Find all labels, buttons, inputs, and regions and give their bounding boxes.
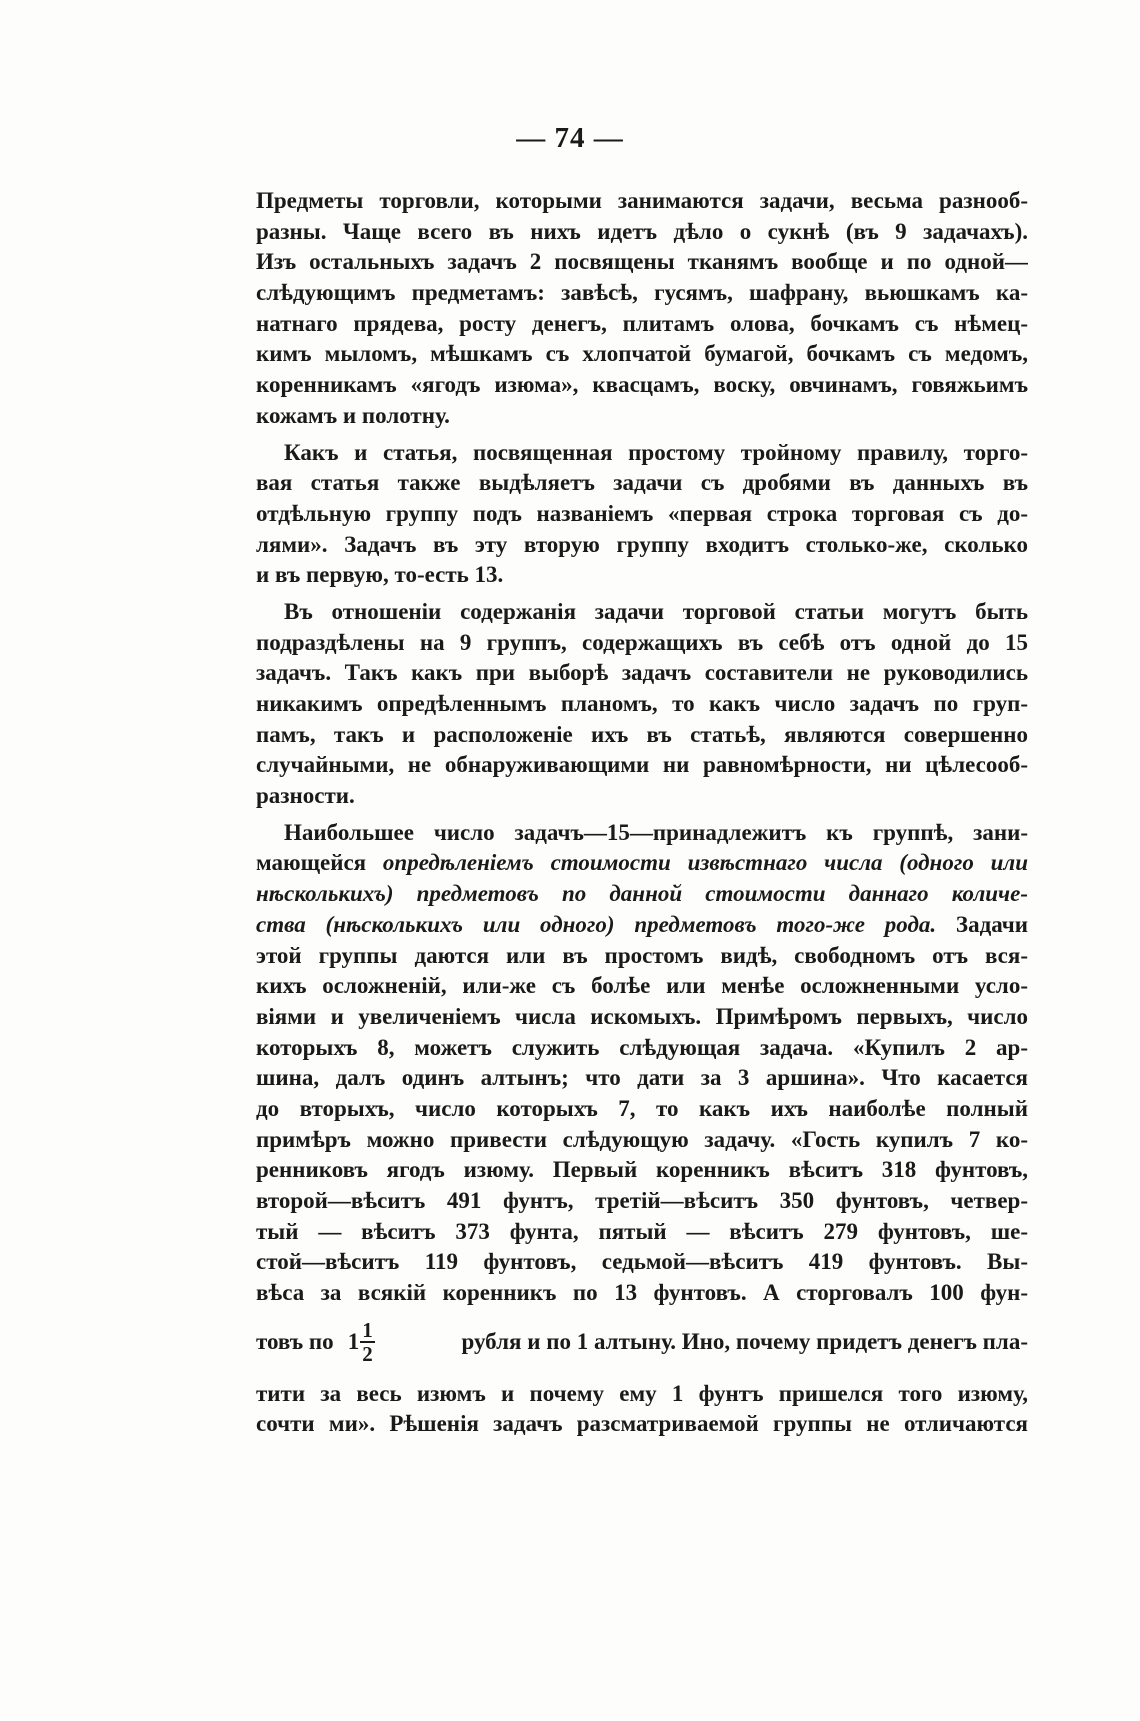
text-line: вая статья также выдѣляетъ задачи съ дробями въ данныхъ въ [256, 470, 1028, 496]
text-line: кихъ осложненій, или-же съ болѣе или менѣе осложненными усло- [256, 973, 1028, 999]
text-line: тый — вѣситъ 373 фунта, пятый — вѣситъ 279 фунтовъ, ше- [256, 1218, 1028, 1244]
fraction-numerator: 1 [362, 1317, 373, 1342]
paragraph-2 [256, 438, 1028, 591]
text-line: случайными, не обнаруживающими ни равномѣрности, ни цѣлесооб- [256, 752, 1028, 778]
text-line: задачъ. Такъ какъ при выборѣ задачъ составители не руководились [256, 660, 1028, 686]
text-line: этой группы даются или въ простомъ видѣ, свободномъ отъ вся- [256, 942, 1028, 968]
fraction-line-prefix: товъ по [256, 1328, 334, 1354]
text-line: разности. [256, 783, 355, 809]
text-line: Изъ остальныхъ задачъ 2 посвящены тканямъ вообще и по одной— [256, 249, 1028, 275]
text-line: ства (нѣсколькихъ или одного) предметовъ того-же рода. Задачи [256, 911, 1028, 937]
text-line: до вторыхъ, число которыхъ 7, то какъ ихъ наиболѣе полный [256, 1095, 1028, 1121]
fraction-line [256, 1311, 1028, 1373]
text-line: никакимъ опредѣленнымъ планомъ, то какъ число задачъ по груп- [256, 691, 1028, 716]
text-line: которыхъ 8, можетъ служить слѣдующая задача. «Купилъ 2 ар- [256, 1034, 1028, 1060]
paragraph-1 [256, 186, 1028, 432]
fraction-part [360, 1319, 375, 1365]
text-line: сочти ми». Рѣшенія задачъ разсматриваемой группы не отличаются [256, 1411, 1028, 1437]
paragraph-3 [256, 597, 1028, 812]
mixed-fraction [256, 1319, 375, 1365]
text-line: Наибольшее число задачъ—15—принадлежитъ къ группѣ, зани- [284, 819, 1028, 845]
text-line: ренниковъ ягодъ изюму. Первый коренникъ вѣситъ 318 фунтовъ, [256, 1157, 1028, 1183]
fraction-denominator: 2 [362, 1341, 373, 1366]
fraction-line-suffix: рубля и по 1 алтыну. Ино, почему придетъ денегъ пла- [461, 1328, 1028, 1354]
text-line: памъ, такъ и расположеніе ихъ въ статьѣ, являются совершенно [256, 721, 1028, 747]
text-line: шина, далъ одинъ алтынъ; что дати за 3 аршина». Что касается [256, 1065, 1028, 1091]
text-line: вѣса за всякій коренникъ по 13 фунтовъ. А сторговалъ 100 фун- [256, 1280, 1028, 1306]
text-line: разны. Чаще всего въ нихъ идетъ дѣло о сукнѣ (въ 9 задачахъ). [256, 218, 1028, 244]
text-line: коренникамъ «ягодъ изюма», квасцамъ, воску, овчинамъ, говяжьимъ [256, 372, 1028, 398]
text-line: и въ первую, то-есть 13. [256, 562, 504, 588]
page-number: — 74 — [516, 122, 624, 154]
text-line: отдѣльную группу подъ названіемъ «первая строка торговая съ до- [256, 500, 1028, 526]
text-line: Въ отношеніи содержанія задачи торговой статьи могутъ быть [284, 598, 1028, 624]
text-line: лями». Задачъ въ эту вторую группу входитъ столько-же, сколько [256, 531, 1028, 557]
text-line: второй—вѣситъ 491 фунтъ, третій—вѣситъ 350 фунтовъ, четвер- [256, 1188, 1028, 1213]
text-line: віями и увеличеніемъ числа искомыхъ. Примѣромъ первыхъ, число [256, 1003, 1028, 1029]
text-line: подраздѣлены на 9 группъ, содержащихъ въ себѣ отъ одной до 15 [256, 629, 1028, 655]
text-line: тити за весь изюмъ и почему ему 1 фунтъ пришелся того изюму, [256, 1380, 1028, 1406]
text-line: слѣдующимъ предметамъ: завѣсѣ, гусямъ, шафрану, вьюшкамъ ка- [256, 280, 1028, 306]
text-line: стой—вѣситъ 119 фунтовъ, седьмой—вѣситъ 419 фунтовъ. Вы- [256, 1249, 1028, 1275]
text-line: Предметы торговли, которыми занимаются задачи, весьма разнооб- [256, 188, 1028, 213]
text-line: Какъ и статья, посвященная простому тройному правилу, торго- [284, 439, 1028, 465]
text-line: натнаго прядева, росту денегъ, плитамъ олова, бочкамъ съ нѣмец- [256, 310, 1028, 336]
body-text [256, 186, 1028, 1446]
text-line: нѣсколькихъ) предметовъ по данной стоимости даннаго количе- [256, 881, 1028, 907]
paragraph-4 [256, 818, 1028, 1440]
fraction-whole: 1 [347, 1328, 360, 1354]
text-line: мающейся опредѣленіемъ стоимости извѣстнаго числа (одного или [256, 850, 1028, 876]
text-line: кимъ мыломъ, мѣшкамъ съ хлопчатой бумагой, бочкамъ съ медомъ, [256, 341, 1028, 367]
text-line: кожамъ и полотну. [256, 402, 450, 428]
text-line: примѣръ можно привести слѣдующую задачу. «Гость купилъ 7 ко- [256, 1126, 1028, 1152]
